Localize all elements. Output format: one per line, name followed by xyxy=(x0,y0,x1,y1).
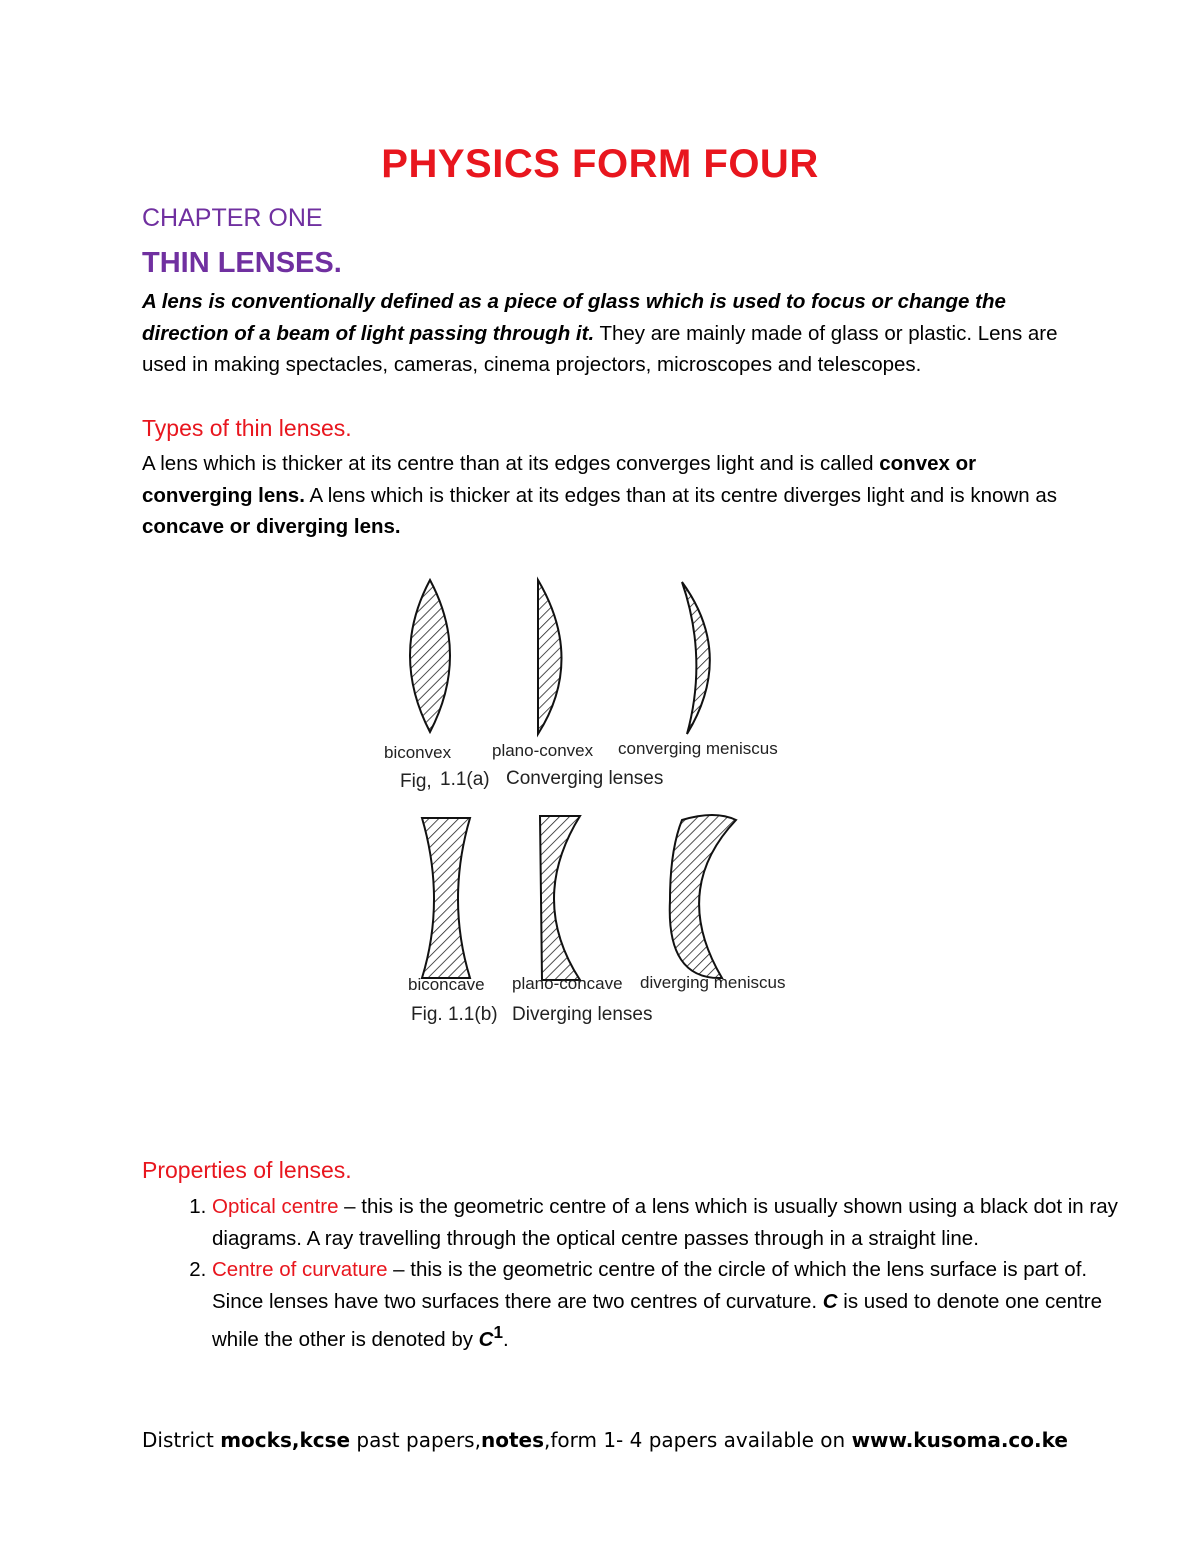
page-title: PHYSICS FORM FOUR xyxy=(381,142,819,186)
biconvex-lens-shape xyxy=(410,580,450,732)
intro-text: They are mainly made of glass or plastic. Lens are used in making spectacles, cameras, cinema projectors, microscopes and telescopes. xyxy=(142,321,1058,376)
footer-text-3: ,form 1- 4 papers available on xyxy=(543,1428,852,1452)
properties-list xyxy=(142,1191,1142,1355)
plano-concave-lens-shape xyxy=(540,816,580,980)
symbol-c1-superscript: 1 xyxy=(493,1323,503,1342)
chapter-title: THIN LENSES. xyxy=(142,247,342,279)
diverging-meniscus-lens-shape xyxy=(670,815,736,978)
centre-of-curvature-term: Centre of curvature xyxy=(212,1258,388,1281)
symbol-c1: C xyxy=(478,1327,494,1351)
converging-meniscus-label: converging meniscus xyxy=(618,739,778,758)
types-text-2: A lens which is thicker at its edges than at its centre diverges light and is known as xyxy=(304,483,1057,507)
lens-figure xyxy=(370,570,830,1045)
converging-caption-prefix: Fig, xyxy=(400,771,432,792)
converging-meniscus-lens-shape xyxy=(682,582,710,734)
converging-caption-number: 1.1(a) xyxy=(440,769,490,790)
centre-of-curvature-text-2: is used to denote one centre while the other is denoted by xyxy=(212,1289,1102,1351)
footer-text-1: District xyxy=(142,1428,221,1452)
list-item xyxy=(212,1254,1142,1355)
symbol-c: C xyxy=(822,1289,838,1313)
footer-mocks: mocks,kcse xyxy=(220,1428,351,1452)
intro-paragraph xyxy=(142,286,1062,381)
concave-term: concave or diverging lens. xyxy=(142,515,401,538)
plano-convex-lens-shape xyxy=(538,580,562,734)
types-paragraph xyxy=(142,448,1062,543)
list-item xyxy=(212,1191,1142,1254)
footer-note xyxy=(142,1428,1068,1452)
diverging-caption-number: Fig. 1.1(b) xyxy=(411,1004,498,1025)
sentence-end: . xyxy=(502,1327,509,1351)
optical-centre-term: Optical centre xyxy=(212,1195,339,1218)
footer-notes: notes xyxy=(480,1428,544,1452)
types-text-1: A lens which is thicker at its centre than at its edges converges light and is called xyxy=(142,452,880,475)
chapter-label: CHAPTER ONE xyxy=(142,204,323,232)
biconvex-label: biconvex xyxy=(384,743,452,762)
footer-text-2: past papers, xyxy=(350,1428,481,1452)
diverging-caption-text: Diverging lenses xyxy=(512,1004,653,1025)
properties-heading: Properties of lenses. xyxy=(142,1157,352,1183)
convex-term: convex or converging lens. xyxy=(142,452,977,507)
diverging-meniscus-label: diverging meniscus xyxy=(640,973,786,992)
plano-concave-label: plano-concave xyxy=(512,974,623,993)
lens-definition: A lens is conventionally defined as a piece of glass which is used to focus or change the direction of a beam of light passing through it. xyxy=(142,290,1006,345)
plano-convex-label: plano-convex xyxy=(492,741,594,760)
centre-of-curvature-text: – this is the geometric centre of the circle of which the lens surface is part of. Since lenses have two surfaces there are two centres of curvature. xyxy=(212,1258,1088,1313)
footer-website-link[interactable]: www.kusoma.co.ke xyxy=(851,1428,1068,1452)
converging-caption-text: Converging lenses xyxy=(506,768,664,789)
optical-centre-text: – this is the geometric centre of a lens which is usually shown using a black dot in ray diagrams. A ray travelling through the optical centre passes through in a straight line. xyxy=(212,1195,1118,1250)
types-heading: Types of thin lenses. xyxy=(142,415,352,441)
biconcave-label: biconcave xyxy=(408,975,485,994)
biconcave-lens-shape xyxy=(422,818,470,978)
